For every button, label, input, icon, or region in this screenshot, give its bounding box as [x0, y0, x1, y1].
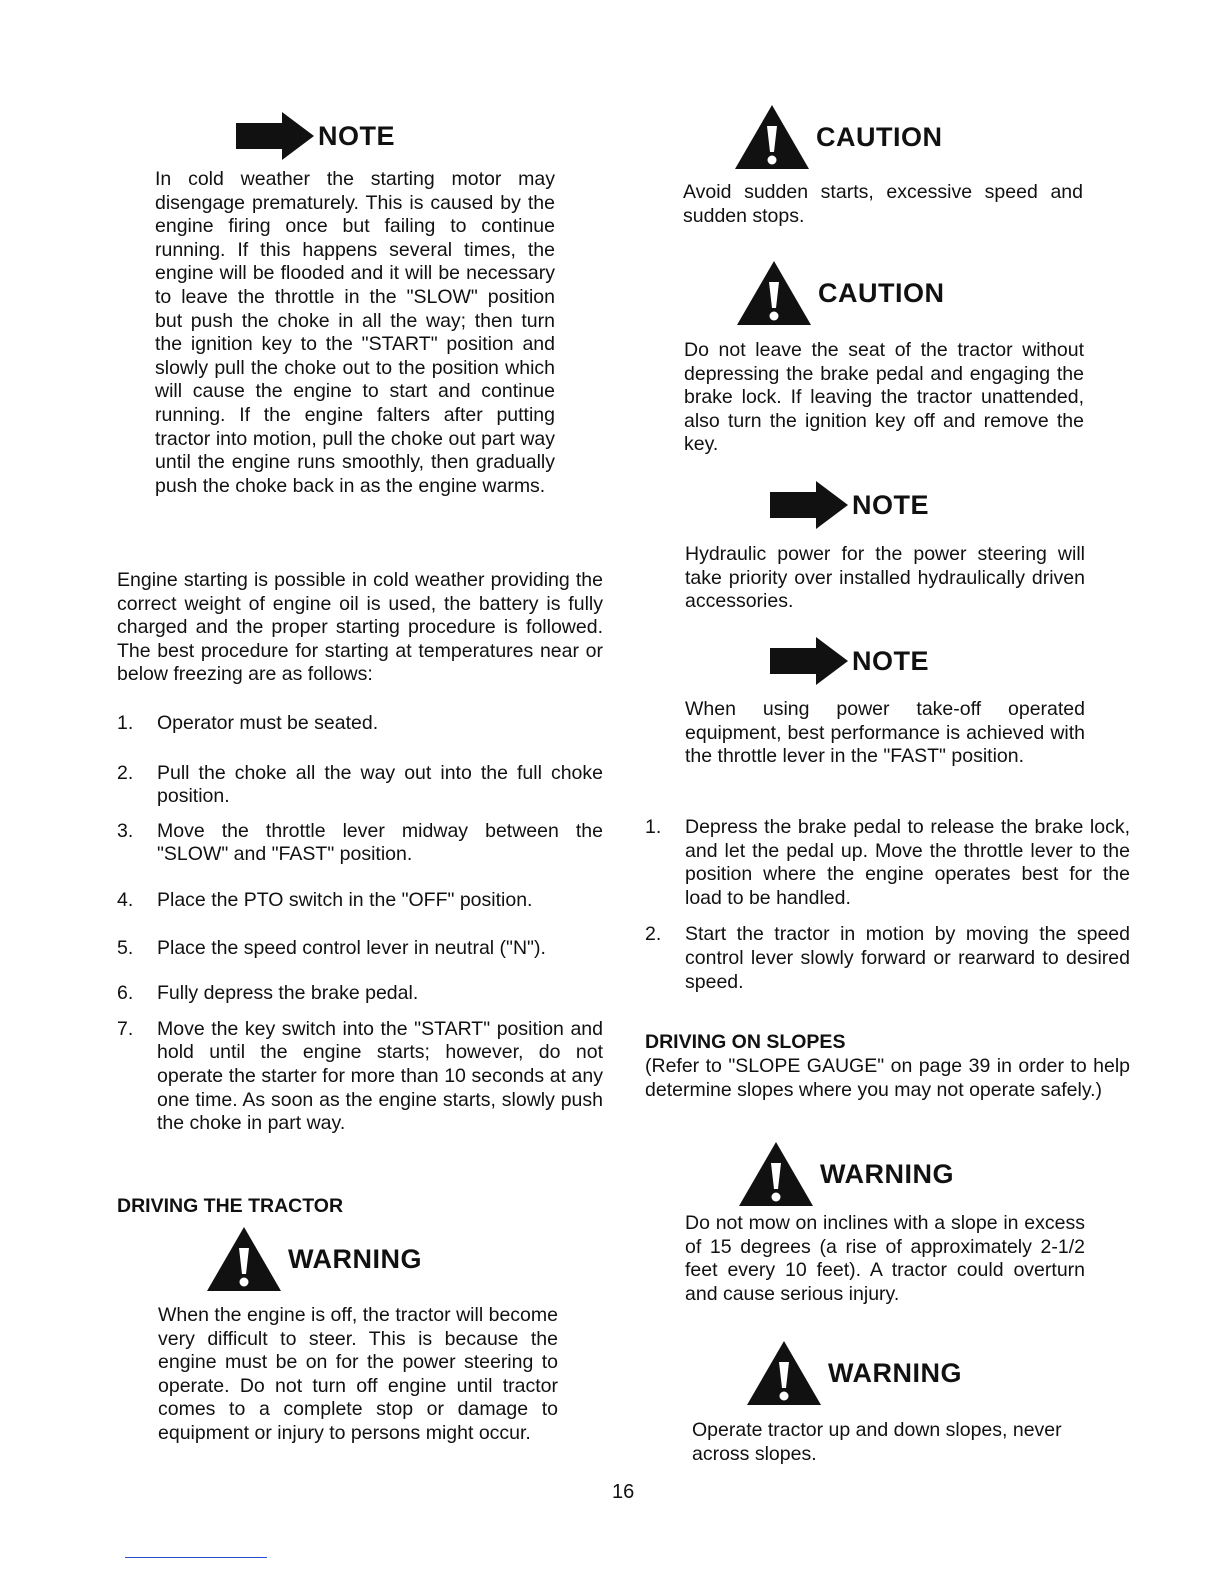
warning-triangle-icon [746, 1340, 822, 1406]
list-item: 1. Depress the brake pedal to release the brake lock, and let the pedal up. Move the throttle lever to the position where the engine operates best for the load to be handled. [645, 816, 1130, 909]
note-text: Hydraulic power for the power steering will take priority over installed hydraulically driven accessories. [685, 543, 1085, 613]
caution-text: Avoid sudden starts, excessive speed and sudden stops. [683, 181, 1083, 227]
warning-label: WARNING [820, 1158, 954, 1189]
warning-triangle-icon [734, 104, 810, 170]
arrow-right-icon [236, 112, 314, 160]
list-item: 7. Move the key switch into the "START" position and hold until the engine starts; however, do not operate the starter for more than 10 seconds at any one time. As soon as the engine starts, slowly push the choke in part way. [117, 1017, 603, 1135]
arrow-right-icon [770, 481, 848, 529]
list-item: 2. Start the tractor in motion by moving the speed control lever slowly forward or rearward to desired speed. [645, 923, 1130, 993]
caution-label: CAUTION [816, 121, 943, 152]
warning-heading [746, 1340, 962, 1406]
intro-paragraph: Engine starting is possible in cold weather providing the correct weight of engine oil is used, the battery is fully charged and the proper starting procedure is followed. The best procedure for starting at temperatures near or below freezing are as follows: [117, 569, 603, 686]
caution-heading [734, 104, 943, 170]
warning-text: When the engine is off, the tractor will become very difficult to steer. This is because the engine must be on for the power steering to operate. Do not turn off engine until tractor comes to a complete stop or damage to equipment or injury to persons might occur. [158, 1304, 558, 1444]
note-label: NOTE [852, 489, 930, 520]
note-label: NOTE [318, 120, 396, 151]
warning-heading [206, 1226, 422, 1292]
driving-steps-list [645, 816, 1130, 994]
starting-steps-list [117, 712, 603, 1136]
list-item: 1. Operator must be seated. [117, 712, 379, 734]
list-item: 4. Place the PTO switch in the "OFF" position. [117, 888, 533, 911]
warning-label: WARNING [828, 1357, 962, 1388]
warning-triangle-icon [736, 260, 812, 326]
list-item: 3. Move the throttle lever midway between the "SLOW" and "FAST" position. [117, 819, 603, 866]
warning-triangle-icon [738, 1141, 814, 1207]
note-text: In cold weather the starting motor may disengage prematurely. This is caused by the engine firing once but failing to continue running. If this happens several times, the engine will be flooded and it will be necessary to leave the throttle in the "SLOW" position but push the choke in all the way; then turn the ignition key to the "START" position and slowly pull the choke out to the position which will cause the engine to start and continue running. If the engine falters after putting tractor into motion, pull the choke out part way until the engine runs smoothly, then gradually push the choke back in as the engine warms. [155, 168, 555, 497]
list-item: 2. Pull the choke all the way out into the full choke position. [117, 761, 603, 808]
footer-rule [125, 1557, 267, 1558]
driving-on-slopes-heading: DRIVING ON SLOPES [645, 1031, 846, 1053]
note-label: NOTE [852, 645, 930, 676]
note-heading [236, 112, 395, 160]
warning-heading [738, 1141, 954, 1207]
warning-text: Do not mow on inclines with a slope in excess of 15 degrees (a rise of approximately 2-1/2 feet every 10 feet). A tractor could overturn and cause serious injury. [685, 1212, 1085, 1305]
slopes-text: (Refer to "SLOPE GAUGE" on page 39 in order to help determine slopes where you may not operate safely.) [645, 1055, 1130, 1101]
note-heading [770, 481, 929, 529]
driving-the-tractor-heading: DRIVING THE TRACTOR [117, 1195, 344, 1217]
note-heading [770, 637, 929, 685]
arrow-right-icon [770, 637, 848, 685]
list-item: 5. Place the speed control lever in neutral ("N"). [117, 936, 546, 959]
page-number: 16 [612, 1481, 635, 1503]
list-item: 6. Fully depress the brake pedal. [117, 982, 419, 1005]
warning-label: WARNING [288, 1243, 422, 1274]
note-text: When using power take-off operated equipment, best performance is achieved with the throttle lever in the "FAST" position. [685, 698, 1085, 768]
caution-label: CAUTION [818, 277, 945, 308]
warning-text: Operate tractor up and down slopes, never across slopes. [692, 1419, 1062, 1465]
caution-heading [736, 260, 945, 326]
warning-triangle-icon [206, 1226, 282, 1292]
caution-text: Do not leave the seat of the tractor without depressing the brake pedal and engaging the brake lock. If leaving the tractor unattended, also turn the ignition key off and remove the key. [684, 339, 1084, 456]
